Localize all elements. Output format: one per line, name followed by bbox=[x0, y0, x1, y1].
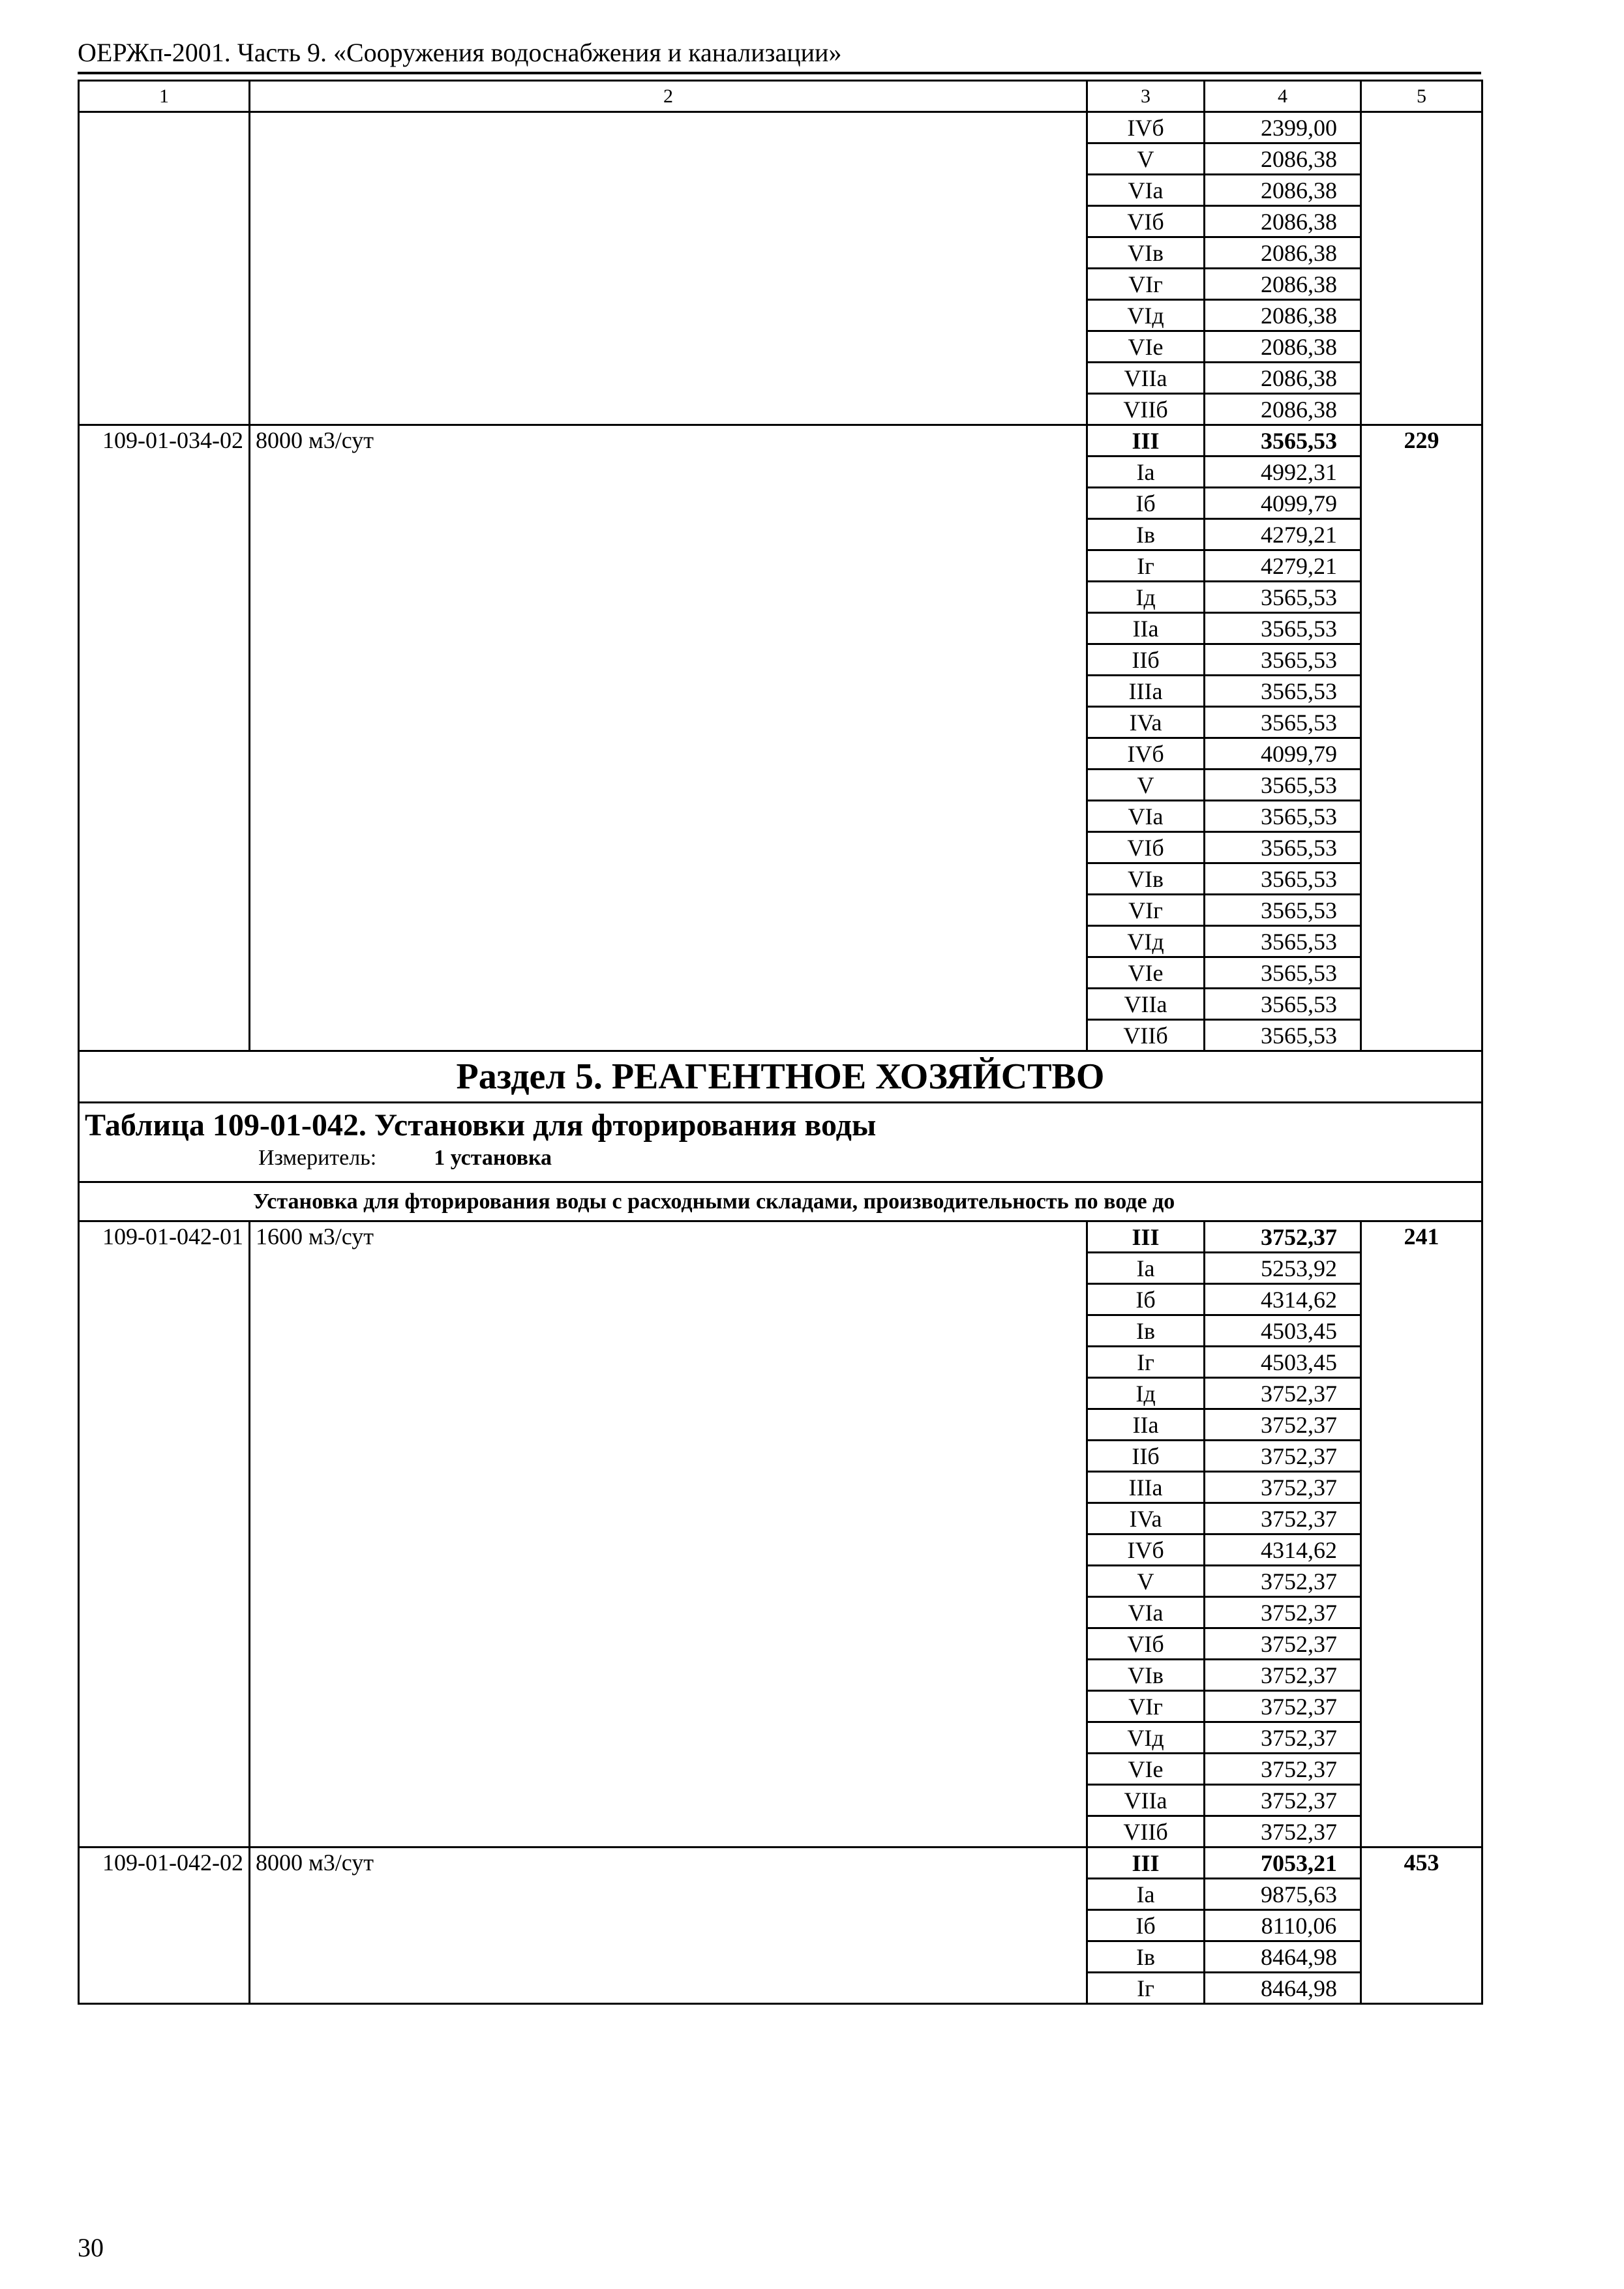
price-cell: 2086,38 bbox=[1205, 143, 1361, 175]
price-cell: 3752,37 bbox=[1205, 1722, 1361, 1754]
table-title: Таблица 109-01-042. Установки для фторирования воды bbox=[85, 1108, 877, 1143]
price-cell: 5253,92 bbox=[1205, 1253, 1361, 1284]
zone-cell: VIIб bbox=[1087, 1020, 1205, 1051]
table-row bbox=[79, 1848, 1482, 1879]
table-heading-row bbox=[79, 1103, 1482, 1182]
section-title: Раздел 5. РЕАГЕНТНОЕ ХОЗЯЙСТВО bbox=[79, 1051, 1482, 1103]
price-cell: 3752,37 bbox=[1205, 1660, 1361, 1691]
item-code: 109-01-042-01 bbox=[79, 1221, 250, 1848]
zone-cell: Iг bbox=[1087, 1347, 1205, 1378]
column-number-row bbox=[79, 81, 1482, 112]
zone-cell: VIe bbox=[1087, 1754, 1205, 1785]
zone-cell: VIIa bbox=[1087, 1785, 1205, 1816]
zone-cell: VIIб bbox=[1087, 1816, 1205, 1848]
price-cell: 2086,38 bbox=[1205, 363, 1361, 394]
item-code: 109-01-042-02 bbox=[79, 1848, 250, 2004]
measure-value: 1 установка bbox=[434, 1146, 552, 1170]
price-cell: 3565,53 bbox=[1205, 863, 1361, 895]
zone-cell: Iб bbox=[1087, 1284, 1205, 1315]
item-description: 8000 м3/сут bbox=[250, 1848, 1087, 2004]
zone-cell: VIв bbox=[1087, 863, 1205, 895]
zone-cell: VIIa bbox=[1087, 363, 1205, 394]
zone-cell: Iд bbox=[1087, 582, 1205, 613]
price-cell: 3752,37 bbox=[1205, 1503, 1361, 1534]
price-cell: 3565,53 bbox=[1205, 832, 1361, 863]
section-title-row bbox=[79, 1051, 1482, 1103]
item-reference bbox=[1361, 112, 1482, 425]
zone-cell: IIIa bbox=[1087, 676, 1205, 707]
price-cell: 2086,38 bbox=[1205, 206, 1361, 237]
zone-cell: V bbox=[1087, 1566, 1205, 1597]
price-table bbox=[78, 80, 1483, 2005]
zone-cell: IVa bbox=[1087, 707, 1205, 738]
zone-cell: VIe bbox=[1087, 957, 1205, 989]
item-code bbox=[79, 112, 250, 425]
item-reference: 453 bbox=[1361, 1848, 1482, 2004]
price-cell: 8110,06 bbox=[1205, 1910, 1361, 1941]
zone-cell: VIe bbox=[1087, 331, 1205, 363]
price-cell: 3565,53 bbox=[1205, 613, 1361, 644]
price-cell: 4503,45 bbox=[1205, 1347, 1361, 1378]
zone-cell: Iг bbox=[1087, 1973, 1205, 2004]
zone-cell: VIб bbox=[1087, 1628, 1205, 1660]
price-cell: 3565,53 bbox=[1205, 1020, 1361, 1051]
table-subheading: Установка для фторирования воды с расходными складами, производительность по воде до bbox=[79, 1182, 1482, 1221]
column-number: 5 bbox=[1361, 81, 1482, 112]
price-cell: 3752,37 bbox=[1205, 1409, 1361, 1441]
price-cell: 4314,62 bbox=[1205, 1534, 1361, 1566]
measure-line bbox=[258, 1144, 1481, 1173]
page-number: 30 bbox=[78, 2233, 104, 2262]
zone-cell: VIд bbox=[1087, 1722, 1205, 1754]
price-cell: 9875,63 bbox=[1205, 1879, 1361, 1910]
table-row bbox=[79, 112, 1482, 143]
price-cell: 3752,37 bbox=[1205, 1378, 1361, 1409]
price-cell: 3565,53 bbox=[1205, 644, 1361, 676]
price-cell: 4279,21 bbox=[1205, 519, 1361, 550]
price-cell: 2086,38 bbox=[1205, 331, 1361, 363]
price-cell: 3565,53 bbox=[1205, 926, 1361, 957]
zone-cell: IIa bbox=[1087, 1409, 1205, 1441]
zone-cell: VIд bbox=[1087, 300, 1205, 331]
zone-cell: Iв bbox=[1087, 1941, 1205, 1973]
zone-cell: III bbox=[1087, 1221, 1205, 1253]
zone-cell: III bbox=[1087, 1848, 1205, 1879]
price-cell: 3565,53 bbox=[1205, 707, 1361, 738]
price-cell: 2086,38 bbox=[1205, 175, 1361, 206]
zone-cell: Ia bbox=[1087, 1879, 1205, 1910]
zone-cell: VIг bbox=[1087, 1691, 1205, 1722]
item-description: 1600 м3/сут bbox=[250, 1221, 1087, 1848]
price-cell: 4279,21 bbox=[1205, 550, 1361, 582]
zone-cell: IVб bbox=[1087, 1534, 1205, 1566]
price-cell: 4503,45 bbox=[1205, 1315, 1361, 1347]
zone-cell: Iг bbox=[1087, 550, 1205, 582]
price-cell: 3752,37 bbox=[1205, 1754, 1361, 1785]
zone-cell: Iд bbox=[1087, 1378, 1205, 1409]
price-cell: 8464,98 bbox=[1205, 1941, 1361, 1973]
price-cell: 2086,38 bbox=[1205, 237, 1361, 269]
table-subheading-row bbox=[79, 1182, 1482, 1221]
header-rule bbox=[78, 72, 1481, 74]
price-cell: 3565,53 bbox=[1205, 895, 1361, 926]
zone-cell: Iб bbox=[1087, 1910, 1205, 1941]
zone-cell: V bbox=[1087, 770, 1205, 801]
zone-cell: VIa bbox=[1087, 175, 1205, 206]
zone-cell: VIв bbox=[1087, 237, 1205, 269]
zone-cell: VIг bbox=[1087, 895, 1205, 926]
item-reference: 229 bbox=[1361, 425, 1482, 1051]
item-description bbox=[250, 112, 1087, 425]
price-cell: 3752,37 bbox=[1205, 1441, 1361, 1472]
price-cell: 3752,37 bbox=[1205, 1691, 1361, 1722]
zone-cell: Iв bbox=[1087, 519, 1205, 550]
column-number: 2 bbox=[250, 81, 1087, 112]
item-reference: 241 bbox=[1361, 1221, 1482, 1848]
zone-cell: III bbox=[1087, 425, 1205, 456]
measure-label: Измеритель: bbox=[258, 1146, 377, 1170]
price-cell: 3565,53 bbox=[1205, 801, 1361, 832]
price-cell: 2086,38 bbox=[1205, 300, 1361, 331]
zone-cell: Iб bbox=[1087, 488, 1205, 519]
price-cell: 3752,37 bbox=[1205, 1628, 1361, 1660]
price-cell: 3752,37 bbox=[1205, 1597, 1361, 1628]
zone-cell: IVa bbox=[1087, 1503, 1205, 1534]
zone-cell: VIг bbox=[1087, 269, 1205, 300]
zone-cell: VIIa bbox=[1087, 989, 1205, 1020]
price-cell: 3565,53 bbox=[1205, 957, 1361, 989]
zone-cell: VIв bbox=[1087, 1660, 1205, 1691]
zone-cell: VIд bbox=[1087, 926, 1205, 957]
price-cell: 4314,62 bbox=[1205, 1284, 1361, 1315]
zone-cell: IVб bbox=[1087, 112, 1205, 143]
zone-cell: IVб bbox=[1087, 738, 1205, 770]
zone-cell: VIa bbox=[1087, 801, 1205, 832]
price-cell: 3752,37 bbox=[1205, 1566, 1361, 1597]
price-cell: 3565,53 bbox=[1205, 676, 1361, 707]
zone-cell: VIб bbox=[1087, 206, 1205, 237]
zone-cell: IIa bbox=[1087, 613, 1205, 644]
price-cell: 4099,79 bbox=[1205, 488, 1361, 519]
price-cell: 3565,53 bbox=[1205, 425, 1361, 456]
price-cell: 2086,38 bbox=[1205, 269, 1361, 300]
zone-cell: VIa bbox=[1087, 1597, 1205, 1628]
zone-cell: V bbox=[1087, 143, 1205, 175]
price-cell: 8464,98 bbox=[1205, 1973, 1361, 2004]
zone-cell: IIб bbox=[1087, 644, 1205, 676]
price-cell: 3752,37 bbox=[1205, 1472, 1361, 1503]
price-cell: 3752,37 bbox=[1205, 1785, 1361, 1816]
price-cell: 3565,53 bbox=[1205, 770, 1361, 801]
price-table-body bbox=[79, 81, 1482, 2004]
table-heading bbox=[79, 1103, 1482, 1182]
zone-cell: Iв bbox=[1087, 1315, 1205, 1347]
price-cell: 2399,00 bbox=[1205, 112, 1361, 143]
page-header: ОЕРЖп-2001. Часть 9. «Сооружения водоснабжения и канализации» bbox=[78, 38, 842, 67]
price-cell: 3752,37 bbox=[1205, 1816, 1361, 1848]
price-cell: 3752,37 bbox=[1205, 1221, 1361, 1253]
item-code: 109-01-034-02 bbox=[79, 425, 250, 1051]
column-number: 4 bbox=[1205, 81, 1361, 112]
column-number: 1 bbox=[79, 81, 250, 112]
price-cell: 4992,31 bbox=[1205, 456, 1361, 488]
price-cell: 3565,53 bbox=[1205, 582, 1361, 613]
zone-cell: Ia bbox=[1087, 1253, 1205, 1284]
price-cell: 3565,53 bbox=[1205, 989, 1361, 1020]
table-row bbox=[79, 1221, 1482, 1253]
zone-cell: IIIa bbox=[1087, 1472, 1205, 1503]
table-row bbox=[79, 425, 1482, 456]
price-cell: 7053,21 bbox=[1205, 1848, 1361, 1879]
column-number: 3 bbox=[1087, 81, 1205, 112]
price-cell: 4099,79 bbox=[1205, 738, 1361, 770]
zone-cell: Ia bbox=[1087, 456, 1205, 488]
item-description: 8000 м3/сут bbox=[250, 425, 1087, 1051]
zone-cell: VIIб bbox=[1087, 394, 1205, 425]
zone-cell: IIб bbox=[1087, 1441, 1205, 1472]
zone-cell: VIб bbox=[1087, 832, 1205, 863]
price-cell: 2086,38 bbox=[1205, 394, 1361, 425]
